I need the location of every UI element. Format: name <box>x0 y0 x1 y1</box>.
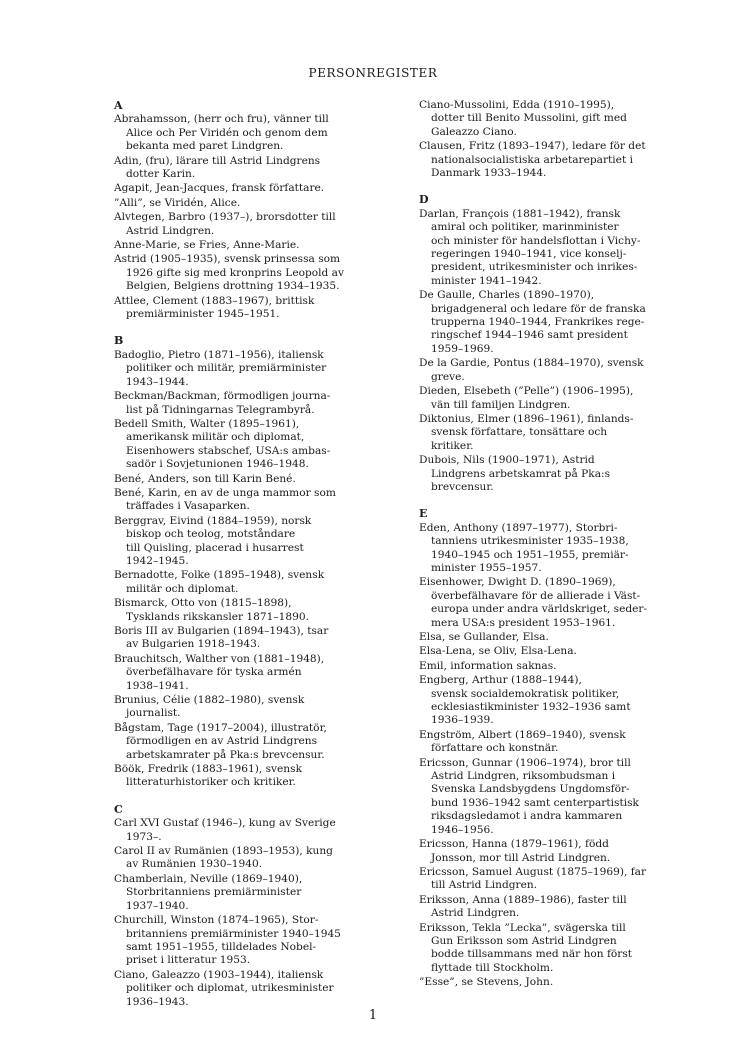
page-title: PERSONREGISTER <box>308 66 438 80</box>
index-entry: Attlee, Clement (1883–1967), brittisk premiärminister 1945–1951. <box>114 294 315 321</box>
index-entry: Ericsson, Samuel August (1875–1969), far till Astrid Lindgren. <box>419 865 647 892</box>
index-section <box>419 99 651 180</box>
index-entry: Ciano-Mussolini, Edda (1910–1995), dotter till Benito Mussolini, gift med Galeazzo Ciano. <box>419 99 627 138</box>
index-entry: Engberg, Arthur (1888–1944), svensk socialdemokratisk politiker, ecklesiastikminister 1932–1936 samt 1936–1939. <box>419 674 631 727</box>
index-entry: Beckman/Backman, förmodligen journa- list på Tidningarnas Telegrambyrå. <box>114 390 331 416</box>
index-entry: ”Alli”, se Viridén, Alice. <box>114 196 241 209</box>
index-section <box>419 507 651 989</box>
page-number: 1 <box>368 1008 378 1023</box>
index-entry: Elsa-Lena, se Oliv, Elsa-Lena. <box>419 645 577 658</box>
index-entry: Diktonius, Elmer (1896–1961), finlands- svensk författare, tonsättare och kritiker. <box>419 412 634 452</box>
index-entry: Alvtegen, Barbro (1937–), brorsdotter till Astrid Lindgren. <box>114 211 336 237</box>
index-entry: Abrahamsson, (herr och fru), vänner till Alice och Per Viridén och genom dem bekanta med paret Lindgren. <box>114 113 329 153</box>
index-entry: Darlan, François (1881–1942), fransk amiral och politiker, marinminister och minister för handelsflottan i Vichy- regeringen 1940–1941, vice konselj- president, utrikesminister och inrikes- minister 1941–1942. <box>419 207 641 287</box>
index-entry: Dubois, Nils (1900–1971), Astrid Lindgrens arbetskamrat på Pka:s brevcensur. <box>419 454 611 493</box>
section-letter: C <box>114 802 123 816</box>
index-entry: Clausen, Fritz (1893–1947), ledare för det nationalsocialistiska arbetarepartiet i Danmark 1933–1944. <box>419 140 646 180</box>
right-column <box>419 99 651 1003</box>
index-entry: Bené, Karin, en av de unga mammor som träffades i Vasaparken. <box>114 486 336 513</box>
index-entry: Bedell Smith, Walter (1895–1961), amerikansk militär och diplomat, Eisenhowers stabschef, USA:s ambas- sadör i Sovjetunionen 1946–1948. <box>114 417 331 471</box>
index-entry: Carol II av Rumänien (1893–1953), kung av Rumänien 1930–1940. <box>114 845 333 871</box>
index-entry: Ciano, Galeazzo (1903–1944), italiensk politiker och diplomat, utrikesminister 1936–1943. <box>114 968 334 1008</box>
section-letter: E <box>419 507 428 521</box>
index-entry: Eisenhower, Dwight D. (1890–1969), överbefälhavare för de allierade i Väst- europa under andra världskriget, seder- mera USA:s president 1953–1961. <box>419 576 648 629</box>
section-letter: A <box>114 99 123 112</box>
index-entry: Agapit, Jean-Jacques, fransk författare. <box>114 182 325 195</box>
index-entry: Chamberlain, Neville (1869–1940), Storbritanniens premiärminister 1937–1940. <box>114 872 303 912</box>
index-entry: ”Esse”, se Stevens, John. <box>419 976 554 989</box>
index-entry: Carl XVI Gustaf (1946–), kung av Sverige 1973–. <box>114 817 336 843</box>
index-entry: Eden, Anthony (1897–1977), Storbri- tanniens utrikesminister 1935–1938, 1940–1945 och 1951–1955, premiär- minister 1955–1957. <box>419 521 629 574</box>
index-entry: Eriksson, Tekla ”Lecka”, svägerska till Gun Eriksson som Astrid Lindgren bodde tillsammans med när hon först flyttade till Stockholm. <box>419 921 633 974</box>
index-entry: Bismarck, Otto von (1815–1898), Tysklands rikskansler 1871–1890. <box>114 597 309 623</box>
index-entry: Brunius, Célie (1882–1980), svensk journalist. <box>114 694 305 720</box>
index-entry: Engström, Albert (1869–1940), svensk författare och konstnär. <box>419 728 626 755</box>
left-column <box>114 99 346 1022</box>
index-entry: Ericsson, Hanna (1879–1961), född Jonsson, mor till Astrid Lindgren. <box>419 838 611 864</box>
index-entry: Badoglio, Pietro (1871–1956), italiensk politiker och militär, premiärminister 1943–1944. <box>114 348 327 388</box>
index-entry: Bené, Anders, son till Karin Bené. <box>114 472 296 485</box>
index-entry: Böök, Fredrik (1883–1961), svensk litteraturhistoriker och kritiker. <box>114 763 302 789</box>
index-entry: Churchill, Winston (1874–1965), Stor- britanniens premiärminister 1940–1945 samt 1951–1955, tilldelades Nobel- priset i litteratur 1953. <box>114 914 341 967</box>
index-section <box>419 193 651 494</box>
index-entry: Bågstam, Tage (1917–2004), illustratör, förmodligen en av Astrid Lindgrens arbetskamrater på Pka:s brevcensur. <box>114 721 327 761</box>
index-entry: Boris III av Bulgarien (1894–1943), tsar av Bulgarien 1918–1943. <box>114 625 329 651</box>
index-entry: Dieden, Elsebeth (”Pelle”) (1906–1995), vän till familjen Lindgren. <box>419 385 634 411</box>
section-letter: B <box>114 334 124 348</box>
index-entry: Astrid (1905–1935), svensk prinsessa som 1926 gifte sig med kronprins Leopold av Belgien, Belgiens drottning 1934–1935. <box>114 253 344 293</box>
index-entry: Bernadotte, Folke (1895–1948), svensk militär och diplomat. <box>114 569 325 595</box>
index-entry: Adin, (fru), lärare till Astrid Lindgrens dotter Karin. <box>114 154 321 181</box>
index-entry: Berggrav, Eivind (1884–1959), norsk biskop och teolog, motståndare till Quisling, placerad i husarrest 1942–1945. <box>114 514 312 567</box>
index-entry: Eriksson, Anna (1889–1986), faster till Astrid Lindgren. <box>419 893 627 920</box>
index-entry: Anne-Marie, se Fries, Anne-Marie. <box>114 239 300 252</box>
index-entry: De la Gardie, Pontus (1884–1970), svensk greve. <box>419 357 644 383</box>
index-entry: De Gaulle, Charles (1890–1970), brigadgeneral och ledare för de franska trupperna 1940–1944, Frankrikes rege- ringschef 1944–1946 samt president 1959–1969. <box>419 289 646 355</box>
index-section <box>114 99 346 321</box>
index-entry: Elsa, se Gullander, Elsa. <box>419 631 549 643</box>
index-entry: Emil, information saknas. <box>419 659 557 672</box>
index-section <box>114 803 346 1009</box>
index-entry: Ericsson, Gunnar (1906–1974), bror till Astrid Lindgren, riksombudsman i Svenska Landsbygdens Ungdomsför- bund 1936–1942 samt centerpartistisk riksdagsledamot i andra kammaren 1946–1956. <box>419 756 639 836</box>
index-entry: Brauchitsch, Walther von (1881–1948), överbefälhavare för tyska armén 1938–1941. <box>114 652 325 692</box>
section-letter: D <box>419 193 429 207</box>
index-section <box>114 334 346 789</box>
